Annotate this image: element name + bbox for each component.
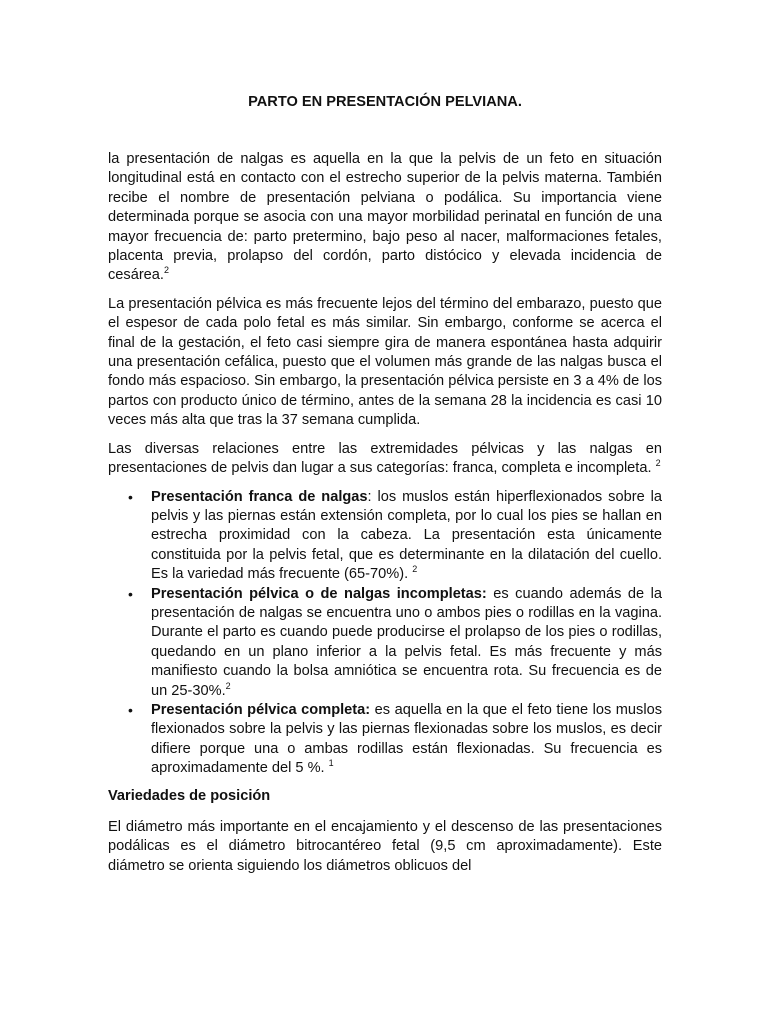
reference-superscript: 2 bbox=[163, 265, 169, 276]
paragraph-text: la presentación de nalgas es aquella en la que la pelvis de un feto en situación longitudinal está en contacto con el estrecho superior de la pelvis materna. También recibe el nombre de presentación pelviana o podálica. Su importancia viene determinada porque se asocia con una mayor morbilidad perinatal en función de una mayor frecuencia de: parto pretermino, bajo peso al nacer, malformaciones fetales, placenta previa, prolapso del cordón, parto distócico y elevada incidencia de cesárea. bbox=[108, 151, 662, 284]
list-item bbox=[108, 585, 662, 701]
list-item bbox=[108, 488, 662, 585]
document-body bbox=[108, 150, 662, 885]
paragraph-text: El diámetro más importante en el encajamiento y el descenso de las presentaciones podálicas es el diámetro bitrocantéreo fetal (9,5 cm aproximadamente). Este diámetro se orienta siguiendo los diámetros oblicuos del bbox=[108, 819, 662, 874]
list-item-text: : los muslos están hiperflexionados sobre la pelvis y las piernas están extensión completa, por lo cual los pies se hallan en estrecha proximidad con la cabeza. La presentación esta únicamente constituida por la pelvis fetal, que es determinante en la dilatación del cuello. Es la variedad más frecuente (65-70%). bbox=[151, 488, 662, 583]
paragraph-definition bbox=[108, 150, 662, 286]
list-item-term: Presentación pélvica o de nalgas incompletas: bbox=[151, 585, 487, 602]
bullet-icon: • bbox=[128, 488, 133, 505]
list-item-term: Presentación franca de nalgas bbox=[151, 488, 368, 505]
reference-superscript: 2 bbox=[225, 680, 231, 691]
category-list bbox=[108, 488, 662, 779]
document-title: PARTO EN PRESENTACIÓN PELVIANA. bbox=[248, 94, 522, 110]
bullet-icon: • bbox=[128, 701, 133, 718]
reference-superscript: 2 bbox=[655, 458, 661, 469]
section-heading: Variedades de posición bbox=[108, 787, 271, 804]
reference-superscript: 2 bbox=[412, 564, 418, 575]
paragraph-categories bbox=[108, 440, 662, 479]
list-item-text: es cuando además de la presentación de nalgas se encuentra uno o ambos pies o rodillas en la vagina. Durante el parto es cuando puede producirse el prolapso de los pies o rodillas, quedando en un plano inferior a la pelvis fetal. Es más frecuente y más manifiesto cuando la bolsa amniótica se encuentra rota. Su frecuencia es de un 25-30%. bbox=[151, 585, 662, 699]
list-item-term: Presentación pélvica completa: bbox=[151, 701, 371, 718]
paragraph-frequency bbox=[108, 295, 662, 431]
paragraph-text: La presentación pélvica es más frecuente lejos del término del embarazo, puesto que el espesor de cada polo fetal es más similar. Sin embargo, conforme se acerca el final de la gestación, el feto casi siempre gira de manera espontánea hasta adquirir una presentación cefálica, puesto que el volumen más grande de las nalgas busca el fondo más espacioso. Sin embargo, la presentación pélvica persiste en 3 a 4% de los partos con producto único de término, antes de la semana 28 la incidencia es casi 10 veces más alta que tras la 37 semana cumplida. bbox=[108, 295, 662, 429]
paragraph-text: Las diversas relaciones entre las extremidades pélvicas y las nalgas en presentaciones de pelvis dan lugar a sus categorías: franca, completa e incompleta. bbox=[108, 440, 662, 477]
list-item-text: es aquella en la que el feto tiene los muslos flexionados sobre la pelvis y las piernas flexionadas sobre los muslos, es decir difiere porque una o ambas rodillas están flexionadas. Su frecuencia es aproximadamente del 5 %. bbox=[151, 701, 662, 777]
bullet-icon: • bbox=[128, 585, 133, 602]
list-item bbox=[108, 701, 662, 779]
paragraph-diameter bbox=[108, 818, 662, 876]
reference-superscript: 1 bbox=[328, 758, 334, 769]
